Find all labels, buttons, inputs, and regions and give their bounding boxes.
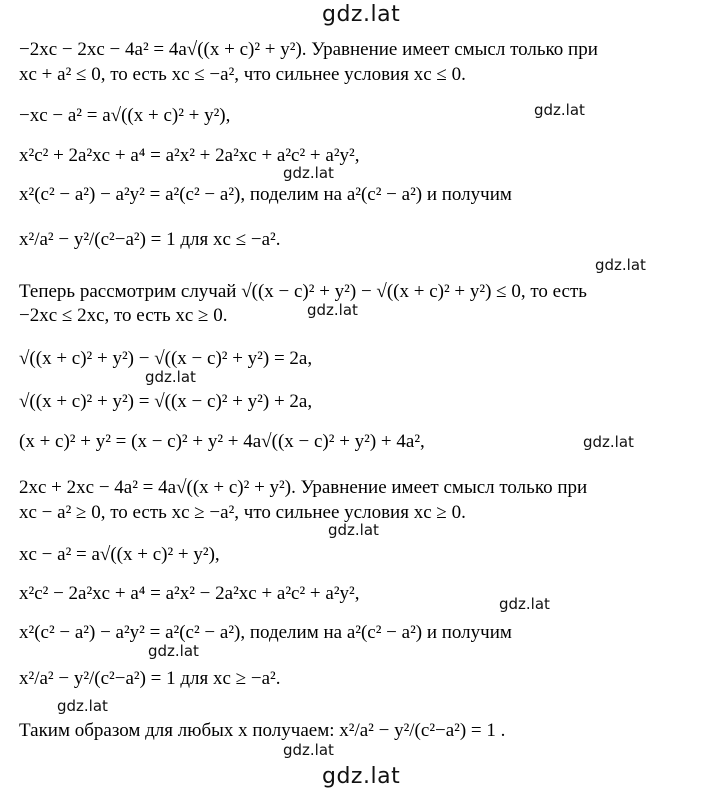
solution-line-12: 2xc + 2xc − 4a² = 4a√((x + c)² + y²). Уравнение имеет смысл только при: [19, 477, 588, 498]
watermark: gdz.lat: [595, 256, 646, 274]
solution-line-15: x²c² − 2a²xc + a⁴ = a²x² − 2a²xc + a²c² + a²y²,: [19, 583, 360, 604]
watermark: gdz.lat: [328, 521, 379, 539]
watermark: gdz.lat: [534, 101, 585, 119]
footer-site-watermark: gdz.lat: [322, 764, 401, 789]
watermark: gdz.lat: [148, 642, 199, 660]
solution-line-13: xc − a² ≥ 0, то есть xc ≥ −a², что сильнее условия xc ≥ 0.: [19, 502, 466, 523]
solution-line-16: x²(c² − a²) − a²y² = a²(c² − a²), поделим на a²(c² − a²) и получим: [19, 622, 512, 643]
solution-line-10: √((x + c)² + y²) = √((x − c)² + y²) + 2a,: [19, 391, 313, 412]
watermark: gdz.lat: [283, 741, 334, 759]
watermark: gdz.lat: [57, 697, 108, 715]
solution-line-1: −2xc − 2xc − 4a² = 4a√((x + c)² + y²). Уравнение имеет смысл только при: [19, 39, 598, 60]
solution-line-4: x²c² + 2a²xc + a⁴ = a²x² + 2a²xc + a²c² + a²y²,: [19, 145, 360, 166]
solution-line-5: x²(c² − a²) − a²y² = a²(c² − a²), поделим на a²(c² − a²) и получим: [19, 184, 512, 205]
solution-line-17: x²/a² − y²/(c²−a²) = 1 для xc ≥ −a².: [19, 668, 281, 689]
solution-line-14: xc − a² = a√((x + c)² + y²),: [19, 544, 220, 565]
header-site-watermark: gdz.lat: [322, 2, 401, 27]
solution-line-9: √((x + c)² + y²) − √((x − c)² + y²) = 2a,: [19, 348, 313, 369]
solution-line-11: (x + c)² + y² = (x − c)² + y² + 4a√((x − c)² + y²) + 4a²,: [19, 431, 425, 452]
watermark: gdz.lat: [307, 301, 358, 319]
solution-line-6: x²/a² − y²/(c²−a²) = 1 для xc ≤ −a².: [19, 229, 281, 250]
watermark: gdz.lat: [499, 595, 550, 613]
solution-line-2: xc + a² ≤ 0, то есть xc ≤ −a², что сильнее условия xc ≤ 0.: [19, 64, 466, 85]
solution-line-3: −xc − a² = a√((x + c)² + y²),: [19, 105, 231, 126]
solution-line-8: −2xc ≤ 2xc, то есть xc ≥ 0.: [19, 305, 228, 326]
watermark: gdz.lat: [283, 164, 334, 182]
watermark: gdz.lat: [145, 368, 196, 386]
watermark: gdz.lat: [583, 433, 634, 451]
solution-line-18: Таким образом для любых x получаем: x²/a² − y²/(c²−a²) = 1 .: [19, 720, 506, 741]
solution-line-7: Теперь рассмотрим случай √((x − c)² + y²) − √((x + c)² + y²) ≤ 0, то есть: [19, 281, 587, 302]
